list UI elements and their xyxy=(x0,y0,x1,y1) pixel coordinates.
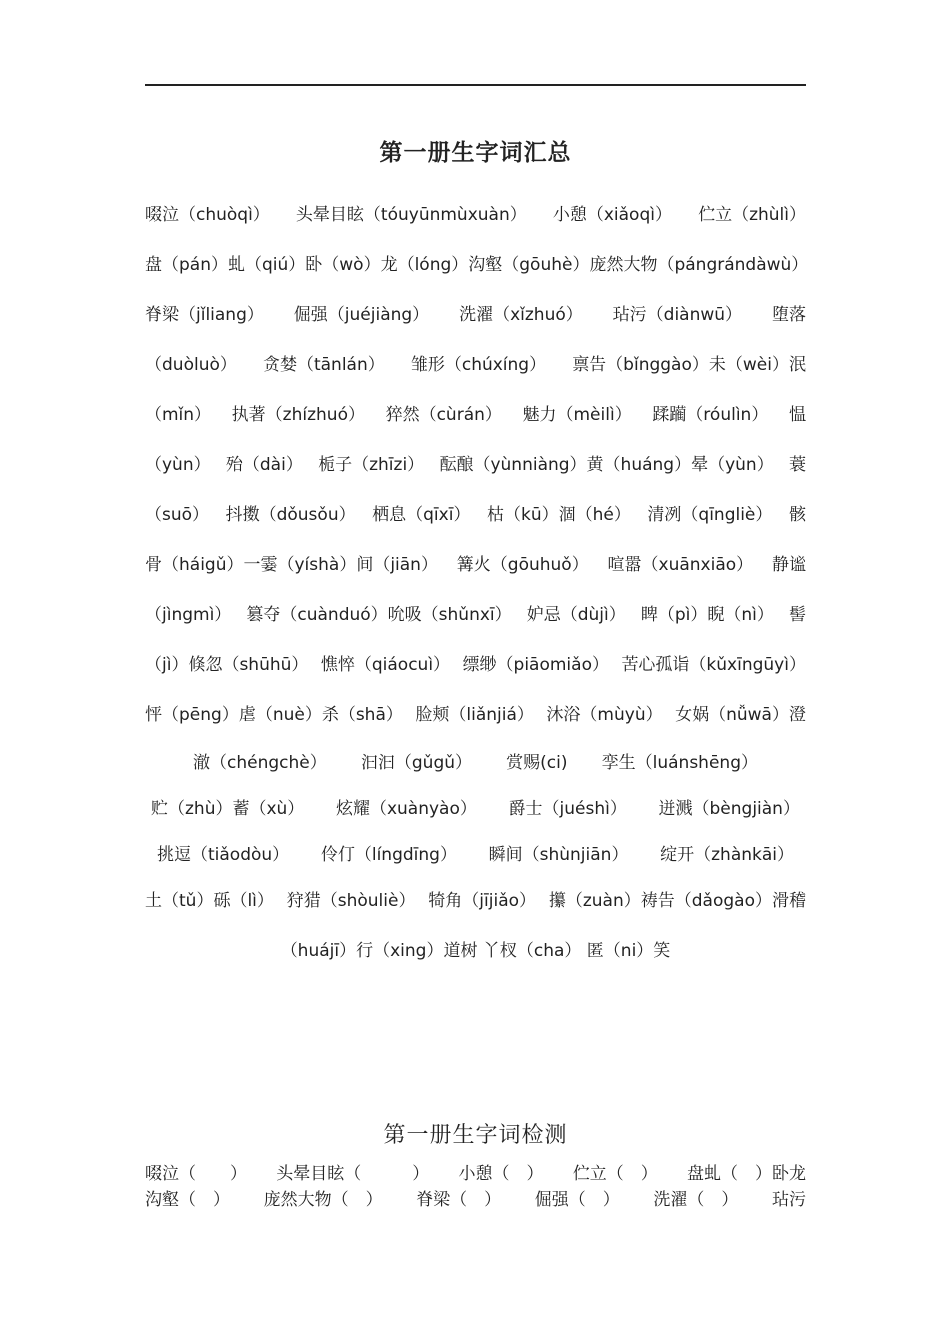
vocab-item: 雏形（chúxíng） xyxy=(410,355,547,375)
vocab-item: 澈（chéngchè） xyxy=(193,753,327,773)
vocab-item: 头晕目眩（tóuyūnmùxuàn） xyxy=(295,205,527,225)
vocab-item: （jì）倏忽（shūhū） xyxy=(145,655,309,675)
vocab-item: 瞬间（shùnjiān） xyxy=(488,845,629,865)
text-line xyxy=(145,450,806,475)
vocab-item: 酝酿（yùnniàng）黄（huáng）晕（yùn） xyxy=(439,455,774,475)
vocab-item: 髻 xyxy=(788,605,806,625)
vocab-item: 倔强（juéjiàng） xyxy=(293,305,430,325)
vocab-item: 洗濯（xǐzhuó） xyxy=(459,305,583,325)
vocab-item: （duòluò） xyxy=(145,355,237,375)
top-rule xyxy=(145,84,806,86)
vocab-item: 篡夺（cuànduó）吮吸（shǔnxī） xyxy=(246,605,512,625)
text-line xyxy=(145,400,806,425)
vocab-item: 贮（zhù）蓄（xù） xyxy=(151,799,305,819)
text-line xyxy=(145,500,806,525)
vocab-item: 蓑 xyxy=(788,455,806,475)
vocab-item: 啜泣（ ） xyxy=(145,1164,247,1184)
vocab-item: 贪婪（tānlán） xyxy=(262,355,385,375)
vocab-item: 脸颊（liǎnjiá） xyxy=(415,705,534,725)
vocab-item: 爵士（juéshì） xyxy=(508,799,627,819)
vocab-item: 栖息（qīxī） xyxy=(372,505,471,525)
vocab-item: 迸溅（bèngjiàn） xyxy=(658,799,800,819)
vocab-item: 绽开（zhànkāi） xyxy=(660,845,794,865)
text-line xyxy=(145,550,806,575)
vocab-item: 妒忌（dùjì） xyxy=(526,605,626,625)
vocab-item: 缥缈（piāomiǎo） xyxy=(462,655,609,675)
vocab-item: 脊梁（jǐliang） xyxy=(145,305,264,325)
vocab-item: 攥（zuàn）祷告（dǎogào）滑稽 xyxy=(548,891,806,911)
vocab-item: 小憩（ ） xyxy=(458,1164,544,1184)
vocab-item: 苦心孤诣（kǔxīngūyì） xyxy=(621,655,806,675)
vocab-item: 狩猎（shòuliè） xyxy=(286,891,416,911)
vocab-item: 执著（zhízhuó） xyxy=(231,405,365,425)
vocab-item: 沐浴（mùyù） xyxy=(546,705,663,725)
vocab-item: 殆（dài） xyxy=(225,455,303,475)
text-line xyxy=(145,650,806,675)
vocab-item: 倔强（ ） xyxy=(534,1190,620,1210)
vocab-item: 小憩（xiǎoqì） xyxy=(552,205,672,225)
vocab-item: （mǐn） xyxy=(145,405,212,425)
vocab-item: 憔悴（qiáocuì） xyxy=(320,655,451,675)
vocab-item: 愠 xyxy=(788,405,806,425)
text-line xyxy=(145,300,806,325)
vocab-item: 抖擞（dǒusǒu） xyxy=(225,505,356,525)
vocab-item: 伶仃（língdīng） xyxy=(320,845,457,865)
text-line xyxy=(145,1159,806,1184)
text-line xyxy=(145,1185,806,1210)
vocab-item: 怦（pēng）虐（nuè）杀（shā） xyxy=(145,705,403,725)
text-line xyxy=(157,840,794,865)
vocab-item: 土（tǔ）砾（lì） xyxy=(145,891,274,911)
vocab-item: 伫立（ ） xyxy=(572,1164,658,1184)
vocab-item: 犄角（jījiǎo） xyxy=(428,891,537,911)
vocab-item: 挑逗（tiǎodòu） xyxy=(157,845,290,865)
vocab-item: 骸 xyxy=(788,505,806,525)
vocab-item: 盘虬（ ）卧龙 xyxy=(687,1164,806,1184)
vocab-item: 魅力（mèilì） xyxy=(522,405,632,425)
vocab-item: 汩汩（gǔgǔ） xyxy=(360,753,473,773)
vocab-item: （jìngmì） xyxy=(145,605,232,625)
text-line xyxy=(145,936,806,961)
vocab-item: 盘（pán）虬（qiú）卧（wò）龙（lóng） xyxy=(145,255,469,275)
vocab-item: 洗濯（ ） xyxy=(653,1190,739,1210)
vocab-item: 蹂躏（róulìn） xyxy=(652,405,769,425)
test-title: 第一册生字词检测 xyxy=(383,1123,568,1148)
vocab-item: 玷污 xyxy=(771,1190,806,1210)
vocab-item: 禀告（bǐnggào）未（wèi）泯 xyxy=(572,355,806,375)
vocab-item: 枯（kū）涸（hé） xyxy=(487,505,631,525)
vocab-item: 玷污（diànwū） xyxy=(612,305,743,325)
vocab-item: 篝火（gōuhuǒ） xyxy=(456,555,589,575)
vocab-item: 沟壑（ ） xyxy=(145,1190,230,1210)
vocab-item: 庞然大物（pángrándàwù） xyxy=(589,255,809,275)
vocab-item: 女娲（nǚwā）澄 xyxy=(675,705,806,725)
vocab-item: 啜泣（chuòqì） xyxy=(145,205,270,225)
vocab-item: 猝然（cùrán） xyxy=(385,405,502,425)
vocab-item: 庞然大物（ ） xyxy=(263,1190,383,1210)
vocab-item: 栀子（zhīzi） xyxy=(318,455,425,475)
vocab-item: 堕落 xyxy=(771,305,806,325)
vocab-item: 伫立（zhùlì） xyxy=(698,205,806,225)
vocab-item: 静谧 xyxy=(772,555,806,575)
vocab-item: （suō） xyxy=(145,505,210,525)
vocab-item: （huájī）行（xing）道树 丫杈（cha） 匿（ni）笑 xyxy=(280,941,671,961)
text-line xyxy=(151,794,800,819)
vocab-item: 孪生（luánshēng） xyxy=(601,753,758,773)
text-line xyxy=(145,250,809,275)
vocab-item: 清冽（qīngliè） xyxy=(647,505,773,525)
vocab-item: 赏赐(ci) xyxy=(506,753,568,773)
vocab-item: 炫耀（xuànyào） xyxy=(335,799,477,819)
page-title: 第一册生字词汇总 xyxy=(379,140,572,166)
vocab-item: 骨（háigǔ）一霎（yíshà）间（jiān） xyxy=(145,555,438,575)
vocab-item: 沟壑（gōuhè） xyxy=(468,255,590,275)
vocab-item: 脊梁（ ） xyxy=(416,1190,502,1210)
vocab-item: 喧嚣（xuānxiāo） xyxy=(607,555,754,575)
text-line xyxy=(145,886,806,911)
vocab-item: （yùn） xyxy=(145,455,211,475)
text-line xyxy=(193,748,758,773)
text-line xyxy=(145,350,806,375)
text-line xyxy=(145,200,806,225)
vocab-item: 睥（pì）睨（nì） xyxy=(640,605,774,625)
vocab-item: 头晕目眩（ ） xyxy=(276,1164,430,1184)
text-line xyxy=(145,600,806,625)
text-line xyxy=(145,700,806,725)
